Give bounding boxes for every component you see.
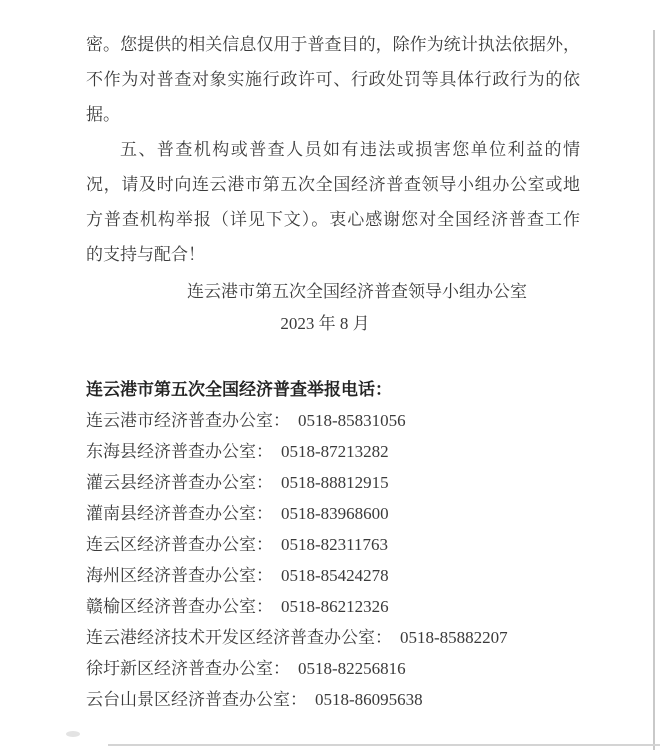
- hotline-phone-number: 0518-85424278: [281, 566, 389, 585]
- hotline-item: [86, 591, 580, 622]
- hotline-office-name: 连云港经济技术开发区经济普查办公室：: [86, 628, 392, 647]
- hotline-list: [86, 374, 580, 715]
- paragraph-line: 不作为对普查对象实施行政许可、行政处罚等具体行政行为的依: [86, 70, 580, 89]
- paragraph-line: 况，请及时向连云港市第五次全国经济普查领导小组办公室或地: [86, 175, 580, 194]
- hotline-phone-number: 0518-85882207: [400, 628, 508, 647]
- hotline-phone-number: 0518-86095638: [315, 690, 423, 709]
- hotline-item: [86, 653, 580, 684]
- hotline-office-name: 灌云县经济普查办公室：: [86, 473, 273, 492]
- scan-artifact-smudge: [66, 731, 80, 737]
- hotline-item: [86, 622, 580, 653]
- signature-organization: 连云港市第五次全国经济普查领导小组办公室: [187, 282, 527, 301]
- hotline-office-name: 徐圩新区经济普查办公室：: [86, 659, 290, 678]
- signature-block: [86, 276, 580, 340]
- paragraph-line: 据。: [86, 105, 120, 124]
- hotline-office-name: 云台山景区经济普查办公室：: [86, 690, 307, 709]
- paragraph-line: 的支持与配合！: [86, 245, 205, 264]
- document-content: [86, 27, 580, 715]
- hotline-phone-number: 0518-82256816: [298, 659, 406, 678]
- hotline-item: [86, 498, 580, 529]
- hotline-item: [86, 467, 580, 498]
- body-paragraphs: [86, 27, 580, 272]
- signature-date: 2023 年 8 月: [280, 314, 370, 333]
- paragraph-line: 方普查机构举报（详见下文）。衷心感谢您对全国经济普查工作: [86, 210, 580, 229]
- hotline-office-name: 赣榆区经济普查办公室：: [86, 597, 273, 616]
- hotline-item: [86, 529, 580, 560]
- hotline-office-name: 连云区经济普查办公室：: [86, 535, 273, 554]
- hotline-office-name: 海州区经济普查办公室：: [86, 566, 273, 585]
- hotline-phone-number: 0518-87213282: [281, 442, 389, 461]
- hotline-item: [86, 560, 580, 591]
- scan-edge-right: [653, 30, 655, 750]
- hotline-list-title: 连云港市第五次全国经济普查举报电话：: [86, 380, 392, 399]
- hotline-office-name: 灌南县经济普查办公室：: [86, 504, 273, 523]
- paragraph-line: 五、普查机构或普查人员如有违法或损害您单位利益的情: [120, 140, 580, 159]
- hotline-item: [86, 405, 580, 436]
- hotline-phone-number: 0518-86212326: [281, 597, 389, 616]
- paragraph-line: 密。您提供的相关信息仅用于普查目的，除作为统计执法依据外，: [86, 35, 580, 54]
- hotline-phone-number: 0518-88812915: [281, 473, 389, 492]
- hotline-office-name: 东海县经济普查办公室：: [86, 442, 273, 461]
- scan-edge-bottom: [108, 744, 660, 746]
- hotline-item: [86, 436, 580, 467]
- hotline-phone-number: 0518-85831056: [298, 411, 406, 430]
- hotline-phone-number: 0518-83968600: [281, 504, 389, 523]
- hotline-item: [86, 684, 580, 715]
- hotline-phone-number: 0518-82311763: [281, 535, 389, 554]
- hotline-office-name: 连云港市经济普查办公室：: [86, 411, 290, 430]
